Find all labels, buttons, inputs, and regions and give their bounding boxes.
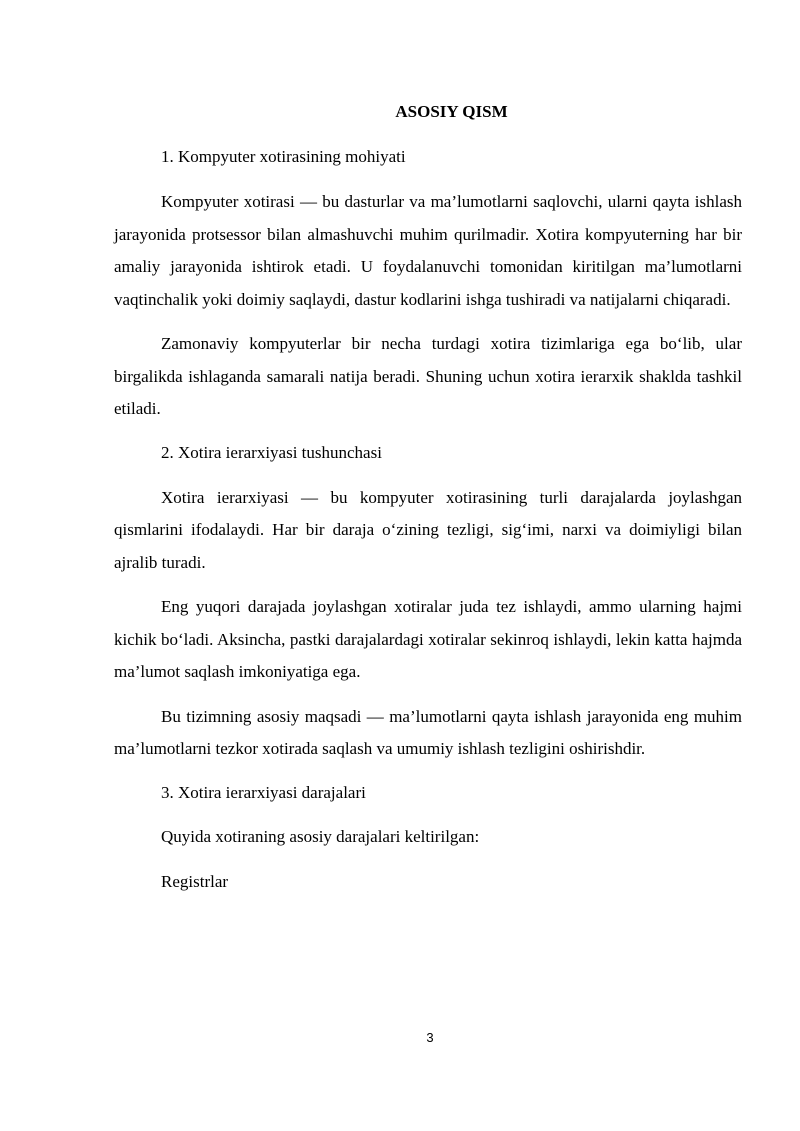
- paragraph: Xotira ierarxiyasi — bu kompyuter xotirasining turli darajalarda joylashgan qismlarini ifodalaydi. Har bir daraja o‘zining tezligi, sig‘imi, narxi va doimiyligi bilan ajralib turadi.: [114, 487, 742, 572]
- page-number: 3: [426, 1030, 434, 1045]
- intro-line: Quyida xotiraning asosiy darajalari keltirilgan:: [161, 826, 480, 846]
- paragraph: Eng yuqori darajada joylashgan xotiralar juda tez ishlaydi, ammo ularning hajmi kichik bo‘ladi. Aksincha, pastki darajalardagi xotiralar sekinroq ishlaydi, lekin katta hajmda ma’lumot saqlash imkoniyatiga ega.: [114, 597, 742, 681]
- document-page: [114, 97, 742, 912]
- section-heading-1: 1. Kompyuter xotirasining mohiyati: [161, 147, 406, 166]
- document-title: ASOSIY QISM: [395, 102, 508, 121]
- section-heading-3: 3. Xotira ierarxiyasi darajalari: [161, 782, 366, 802]
- paragraph: Zamonaviy kompyuterlar bir necha turdagi xotira tizimlariga ega bo‘lib, ular birgalikda ishlaganda samarali natija beradi. Shuning uchun xotira ierarxik shaklda tashkil etiladi.: [114, 334, 742, 418]
- section-heading-2: 2. Xotira ierarxiyasi tushunchasi: [161, 442, 382, 462]
- paragraph: Kompyuter xotirasi — bu dasturlar va ma’lumotlarni saqlovchi, ularni qayta ishlash jarayonida protsessor bilan almashuvchi muhim qurilmadir. Xotira kompyuterning har bir amaliy jarayonida ishtirok etadi. U foydalanuvchi tomonidan kiritilgan ma’lumotlarni vaqtinchalik yoki doimiy saqlaydi, dastur kodlarini ishga tushiradi va natijalarni chiqaradi.: [114, 192, 742, 309]
- list-item: Registrlar: [161, 871, 229, 891]
- paragraph: Bu tizimning asosiy maqsadi — ma’lumotlarni qayta ishlash jarayonida eng muhim ma’lumotlarni tezkor xotirada saqlash va umumiy ishlash tezligini oshirishdir.: [114, 706, 742, 758]
